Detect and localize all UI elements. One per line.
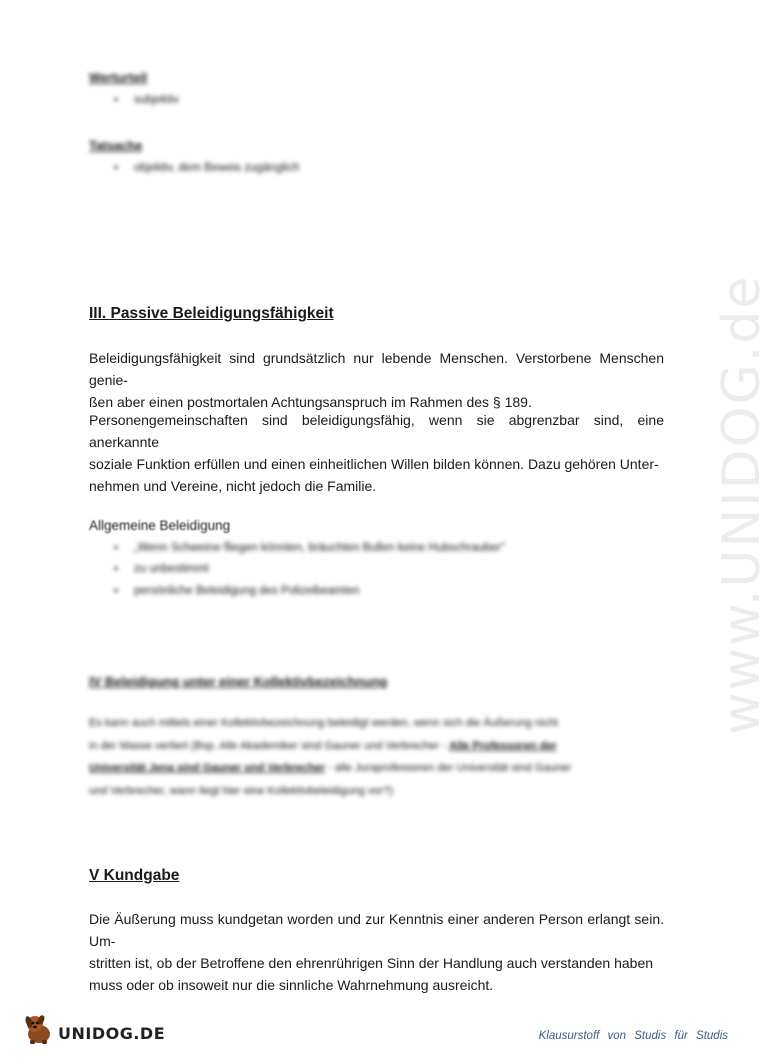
text-fragment: in der Masse verliert (Bsp. Alle Akademiker sind Gauner und Verbrecher -	[89, 739, 450, 752]
heading-werturteil: Werturteil	[89, 71, 148, 85]
section-4-title: IV Beleidigung unter einer Kollektivbezeichnung	[89, 674, 388, 689]
text-fragment: - alle Juraprofessoren der Universität sind Gauner	[324, 762, 572, 774]
text-line	[89, 757, 685, 780]
section-5-title: V Kundgabe	[89, 867, 180, 884]
bullet-objektiv: ▪ objektiv, dem Beweis zugänglich	[134, 162, 299, 174]
section-3-paragraph-2	[89, 409, 664, 497]
examples-heading: Allgemeine Beleidigung	[89, 518, 231, 533]
section-5-paragraph	[89, 908, 664, 996]
list-item: ▪ „Wenn Schweine fliegen könnten, bräuchten Bullen keine Hubschrauber"	[134, 542, 505, 554]
text-line: Die Äußerung muss kundgetan worden und zur Kenntnis einer anderen Person erlangt sein. Um-	[89, 911, 664, 949]
text-line: nehmen und Vereine, nicht jedoch die Familie.	[89, 478, 377, 494]
text-line	[89, 735, 685, 758]
section-4-paragraph	[89, 712, 685, 802]
logo-text: UNIDOG.DE	[58, 1023, 166, 1043]
text-line: stritten ist, ob der Betroffene den ehrenrührigen Sinn der Handlung auch verstanden haben	[89, 955, 654, 971]
dog-mascot-icon	[22, 1012, 56, 1046]
text-line: muss oder ob insoweit nur die sinnliche Wahrnehmung ausreicht.	[89, 977, 494, 993]
watermark: www.UNIDOG.de	[712, 274, 772, 735]
text-line: soziale Funktion erfüllen und einen einheitlichen Willen bilden können. Dazu gehören Unter-	[89, 456, 659, 472]
list-item: ▪ persönliche Beleidigung des Polizeibeamten	[134, 585, 360, 597]
section-3-paragraph-1	[89, 347, 664, 413]
heading-tatsache: Tatsache	[89, 139, 143, 153]
text-line: Personengemeinschaften sind beleidigungsfähig, wenn sie abgrenzbar sind, eine anerkannte	[89, 412, 664, 450]
footer-tagline: Klausurstoff von Studis für Studis	[538, 1030, 728, 1042]
text-line: Es kann auch mittels einer Kollektivbezeichnung beleidigt werden, wenn sich die Äußerung nicht	[89, 717, 558, 729]
list-item: ▪ zu unbestimmt	[134, 563, 209, 575]
emphasized-text: Universität Jena sind Gauner und Verbrecher	[89, 762, 325, 774]
text-line: und Verbrecher, wann liegt hier eine Kollektivbeleidigung vor?)	[89, 784, 393, 797]
footer-logo	[22, 1012, 165, 1046]
bullet-subjektiv: ▪ subjektiv	[134, 94, 179, 106]
text-line: ßen aber einen postmortalen Achtungsanspruch im Rahmen des § 189.	[89, 394, 532, 410]
text-line: Beleidigungsfähigkeit sind grundsätzlich nur lebende Menschen. Verstorbene Menschen genie-	[89, 350, 664, 388]
emphasized-text: Alle Professoren der	[449, 739, 557, 752]
section-3-title: III. Passive Beleidigungsfähigkeit	[89, 305, 334, 322]
